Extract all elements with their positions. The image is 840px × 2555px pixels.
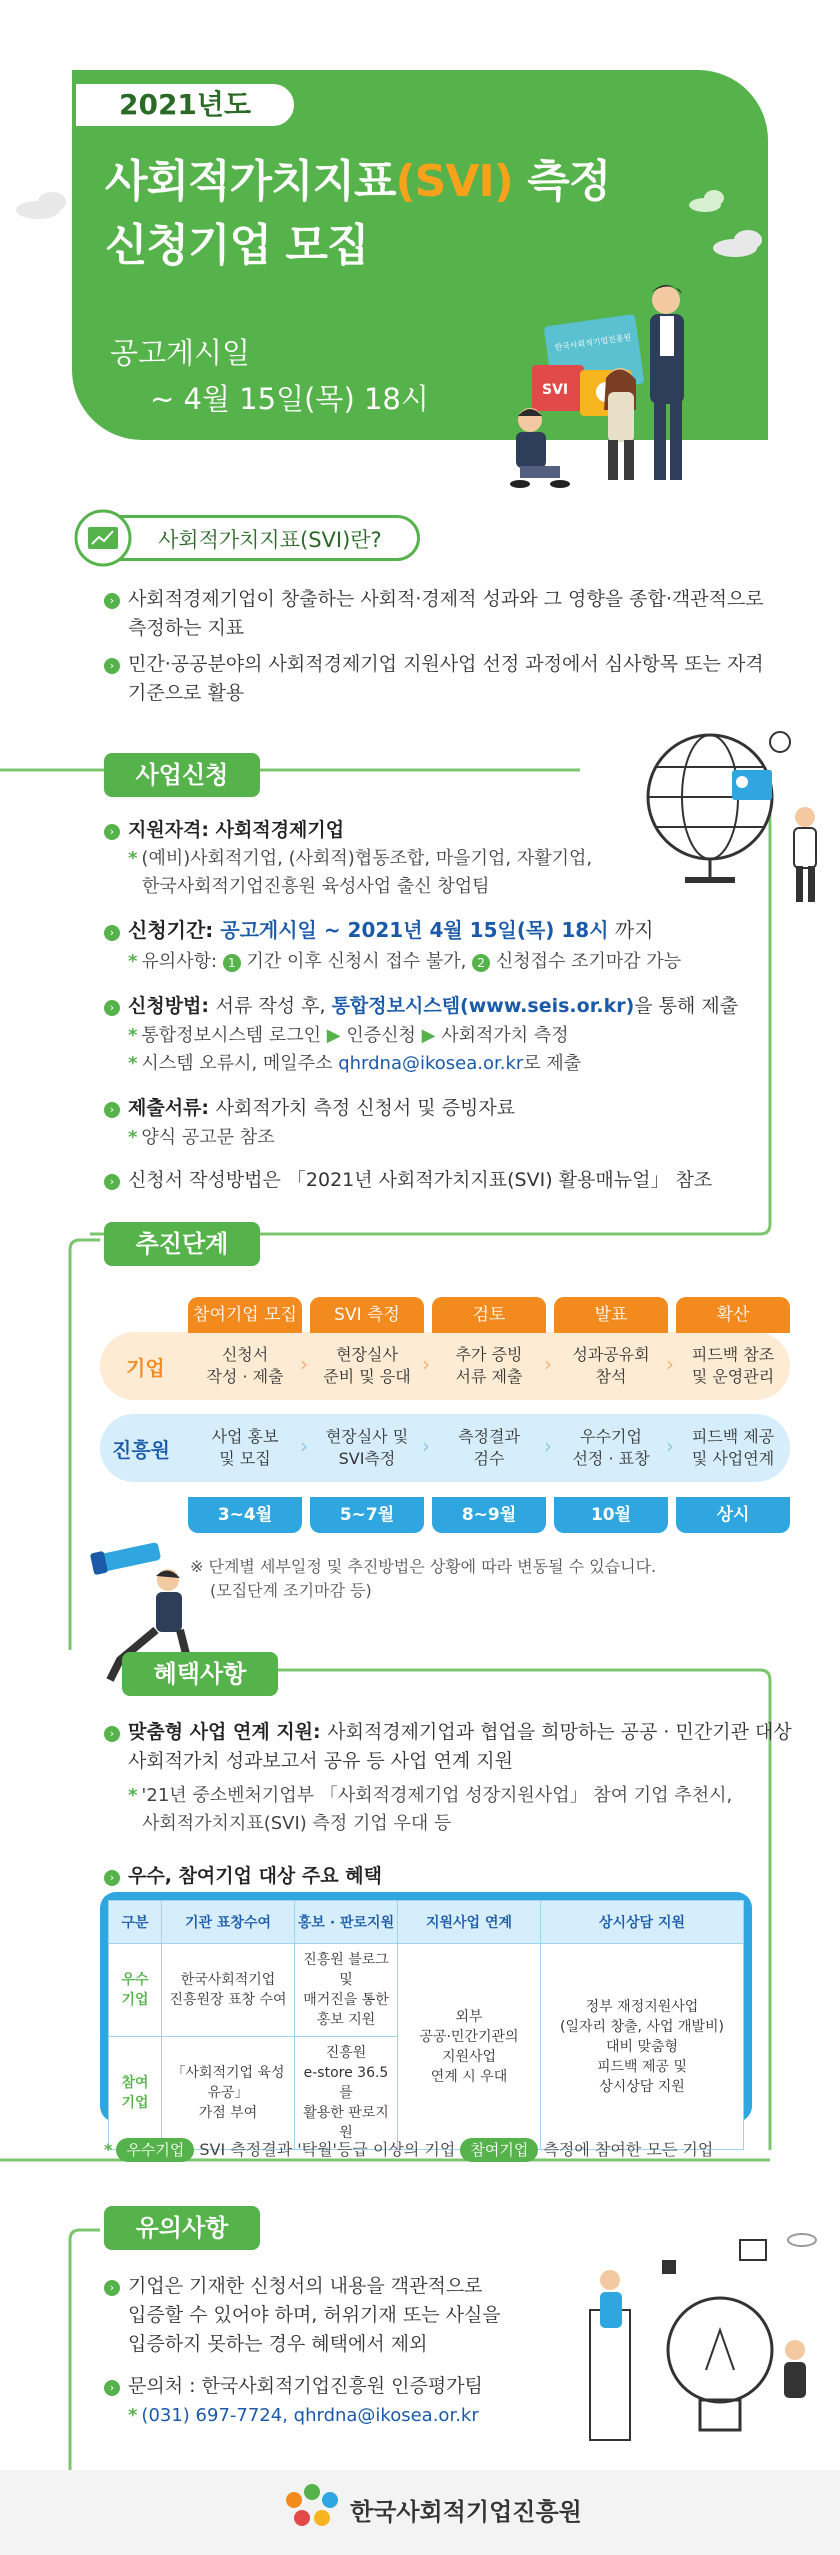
arrow-icon: › — [104, 2280, 120, 2296]
step-company-task: 추가 증빙 서류 제출 — [455, 1345, 523, 1386]
step-period: 5~7월 — [310, 1497, 424, 1533]
tag-participant: 참여기업 — [460, 2138, 538, 2162]
step-period: 상시 — [676, 1497, 790, 1533]
arrow-icon: › — [104, 2380, 120, 2396]
benefit-table — [108, 1900, 744, 2150]
arrow-icon: › — [104, 1870, 120, 1886]
submission-docs: › 제출서류: 사회적가치 측정 신청서 및 증빙자료 — [104, 1094, 515, 1123]
chevron-right-icon: › — [422, 1434, 430, 1458]
benefit-table-title: › 우수, 참여기업 대상 주요 혜택 — [104, 1862, 382, 1891]
contact-info: › 문의처 : 한국사회적기업진흥원 인증평가팀 — [104, 2372, 483, 2401]
table-cell: 「사회적기업 육성유공」 가점 부여 — [162, 2037, 295, 2150]
manual-reference: › 신청서 작성방법은 「2021년 사회적가치지표(SVI) 활용매뉴얼」 참조 — [104, 1166, 712, 1195]
arrow-icon: › — [104, 1000, 120, 1016]
announcement-period: 공고게시일 ~ 4월 15일(목) 18시 — [110, 336, 429, 416]
step-agency-task: 우수기업 선정 · 표창 — [572, 1427, 650, 1468]
email-link[interactable]: qhrdna@ikosea.or.kr — [338, 1053, 524, 1074]
chart-board-icon — [73, 508, 133, 568]
arrow-icon: › — [104, 824, 120, 840]
step-head: SVI 측정 — [310, 1297, 424, 1333]
application-notice: * 유의사항: 1 기간 이후 신청시 접수 불가, 2 신청접수 조기마감 가능 — [128, 951, 682, 972]
table-cell: 정부 재정지원사업 (일자리 창출, 사업 개발비) 대비 맞춤형 피드백 제공 및 상시상담 지원 — [541, 1944, 744, 2150]
business-link-detail: * '21년 중소벤처기업부 「사회적경제기업 성장지원사업」 참여 기업 추천시, 사회적가치지표(SVI) 측정 기업 우대 등 — [128, 1785, 733, 1834]
business-link-support: › 맞춤형 사업 연계 지원: 사회적경제기업과 협업을 희망하는 공공 · 민간기관 대상 사회적가치 성과보고서 공유 등 사업 연계 지원 — [104, 1718, 792, 1776]
eligibility-detail: * (예비)사회적기업, (사회적)협동조합, 마을기업, 자활기업, 한국사회적기업진흥원 육성사업 출신 창업팀 — [128, 848, 593, 897]
step-head: 발표 — [554, 1297, 668, 1333]
row-label-excellent: 우수 기업 — [109, 1944, 162, 2037]
step-company-task: 신청서 작성 · 제출 — [206, 1345, 284, 1386]
org-logo-icon — [282, 2482, 344, 2532]
notice-section-tag: 유의사항 — [104, 2206, 260, 2250]
benefit-legend: * 우수기업 SVI 측정결과 '탁월'등급 이상의 기업 참여기업 측정에 참여한 모든 기업 — [104, 2136, 713, 2164]
chevron-right-icon: › — [544, 1352, 552, 1376]
arrow-icon: › — [104, 1102, 120, 1118]
table-header: 상시상담 지원 — [541, 1901, 744, 1944]
application-error-mail: * 시스템 오류시, 메일주소 qhrdna@ikosea.or.kr로 제출 — [128, 1053, 582, 1074]
step-period: 3~4월 — [188, 1497, 302, 1533]
arrow-icon: › — [104, 1726, 120, 1742]
step-head: 확산 — [676, 1297, 790, 1333]
lightbulb-illustration — [570, 2200, 830, 2470]
play-arrow-icon: ▶ — [326, 1025, 341, 1046]
step-company-task: 현장실사 준비 및 응대 — [323, 1345, 411, 1386]
step-head: 검토 — [432, 1297, 546, 1333]
step-agency-task: 현장실사 및 SVI측정 — [325, 1427, 409, 1468]
row-label-company: 기업 — [126, 1356, 165, 1380]
submission-docs-note: * 양식 공고문 참조 — [128, 1127, 275, 1148]
chevron-right-icon: › — [422, 1352, 430, 1376]
table-cell: 진흥원 블로그 및 매거진을 통한 홍보 지원 — [295, 1944, 398, 2037]
globe-illustration — [620, 712, 830, 912]
chevron-right-icon: › — [300, 1352, 308, 1376]
row-label-participant: 참여 기업 — [109, 2037, 162, 2150]
table-cell: 외부 공공·민간기관의 지원사업 연계 시 우대 — [398, 1944, 541, 2150]
svi-definition-title: 사회적가치지표(SVI)란? — [158, 528, 382, 552]
step-company-task: 피드백 참조 및 운영관리 — [691, 1345, 775, 1386]
apply-section-tag: 사업신청 — [104, 753, 260, 797]
chevron-right-icon: › — [544, 1434, 552, 1458]
table-header: 홍보 · 판로지원 — [295, 1901, 398, 1944]
step-head: 참여기업 모집 — [188, 1297, 302, 1333]
step-agency-task: 측정결과 검수 — [458, 1427, 520, 1468]
application-period: › 신청기간: 공고게시일 ~ 2021년 4월 15일(목) 18시 까지 — [104, 916, 654, 945]
benefit-section-tag: 혜택사항 — [122, 1652, 278, 1696]
arrow-icon: › — [104, 1174, 120, 1190]
seis-link[interactable]: 통합정보시스템(www.seis.or.kr) — [331, 995, 635, 1017]
svi-definition-pill — [80, 515, 420, 561]
eligibility: › 지원자격: 사회적경제기업 — [104, 816, 344, 845]
process-note: ※ 단계별 세부일정 및 추진방법은 상황에 따라 변동될 수 있습니다. (모집단계 조기마감 등) — [190, 1557, 657, 1600]
tag-excellent: 우수기업 — [116, 2138, 194, 2162]
step-company-task: 성과공유회 참석 — [572, 1345, 650, 1386]
notice-item-1: › 기업은 기재한 신청서의 내용을 객관적으로 입증할 수 있어야 하며, 허위기재 또는 사실을 입증하지 못하는 경우 혜택에서 제외 — [104, 2272, 501, 2359]
arrow-icon: › — [104, 593, 120, 609]
year-badge: 2021년도 — [72, 80, 298, 130]
table-cell: 진흥원 e-store 36.5를 활용한 판로지원 — [295, 2037, 398, 2150]
chevron-right-icon: › — [666, 1352, 674, 1376]
table-header: 지원사업 연계 — [398, 1901, 541, 1944]
contact-detail: * (031) 697-7724, qhrdna@ikosea.or.kr — [128, 2405, 479, 2426]
chevron-right-icon: › — [666, 1434, 674, 1458]
row-label-agency: 진흥원 — [112, 1438, 170, 1462]
arrow-icon: › — [104, 658, 120, 674]
arrow-icon: › — [104, 925, 120, 941]
play-arrow-icon: ▶ — [421, 1025, 436, 1046]
svi-puzzle-label: SVI — [542, 382, 569, 398]
application-steps: * 통합정보시스템 로그인 ▶ 인증신청 ▶ 사회적가치 측정 — [128, 1025, 569, 1046]
org-name: 한국사회적기업진흥원 — [350, 2498, 582, 2526]
application-method: › 신청방법: 서류 작성 후, 통합정보시스템(www.seis.or.kr)을 통해 제출 — [104, 992, 738, 1021]
process-section-tag: 추진단계 — [104, 1222, 260, 1266]
page-title: 사회적가치지표(SVI) 측정 신청기업 모집 — [105, 156, 611, 271]
table-cell: 한국사회적기업 진흥원장 표창 수여 — [162, 1944, 295, 2037]
step-period: 8~9월 — [432, 1497, 546, 1533]
svi-bullet-2: › 민간·공공분야의 사회적경제기업 지원사업 선정 과정에서 심사항목 또는 자격 기준으로 활용 — [104, 650, 764, 708]
people-illustration — [490, 270, 750, 500]
step-agency-task: 사업 홍보 및 모집 — [211, 1427, 279, 1468]
step-period: 10월 — [554, 1497, 668, 1533]
table-header: 구분 — [109, 1901, 162, 1944]
svi-bullet-1: › 사회적경제기업이 창출하는 사회적·경제적 성과와 그 영향을 종합·객관적으로 측정하는 지표 — [104, 585, 764, 643]
chevron-right-icon: › — [300, 1434, 308, 1458]
step-agency-task: 피드백 제공 및 사업연계 — [691, 1427, 775, 1468]
table-header: 기관 표창수여 — [162, 1901, 295, 1944]
board-text: 한국사회적기업진흥원 — [554, 332, 632, 353]
